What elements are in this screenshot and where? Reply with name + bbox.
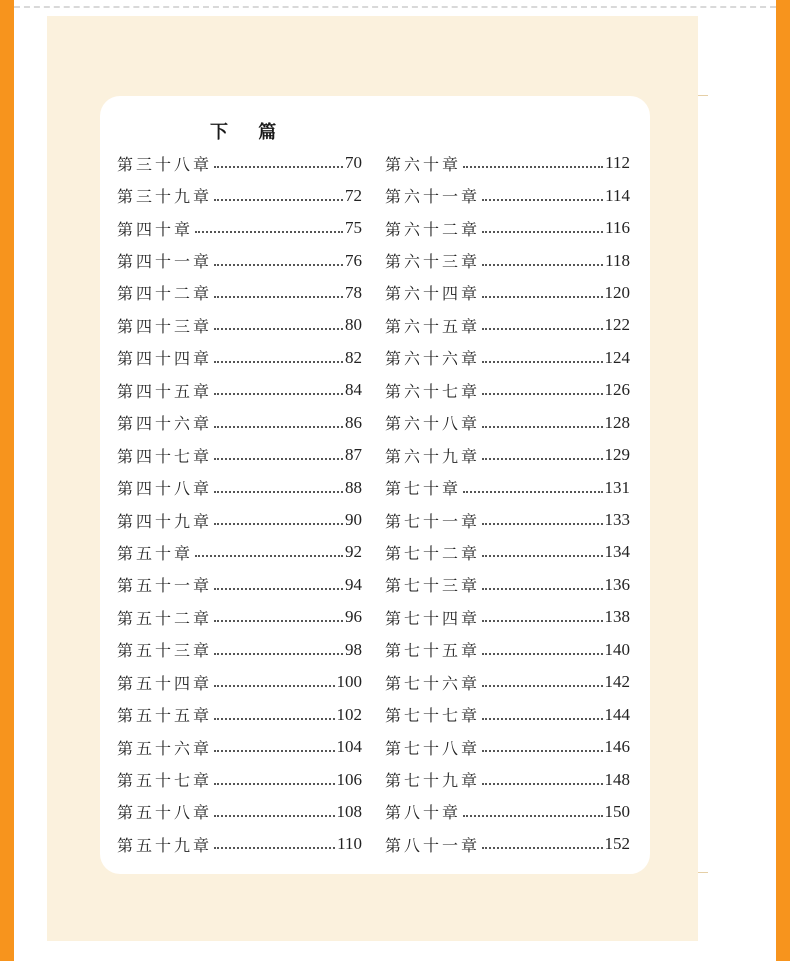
toc-entry[interactable] [385, 796, 630, 828]
toc-entry[interactable] [385, 471, 630, 503]
toc-entry[interactable] [117, 374, 362, 406]
chapter-title: 第六十一章 [385, 187, 481, 207]
dot-leader [482, 199, 603, 201]
dot-leader [482, 718, 602, 720]
toc-entry[interactable] [385, 504, 630, 536]
dot-leader [482, 426, 602, 428]
toc-entry[interactable] [385, 147, 630, 179]
chapter-title: 第三十八章 [117, 154, 213, 174]
chapter-title: 第八十章 [385, 803, 462, 823]
dot-leader [214, 199, 343, 201]
toc-entry[interactable] [117, 212, 362, 244]
chapter-title: 第六十四章 [385, 284, 481, 304]
dot-leader [482, 523, 602, 525]
page-number: 92 [345, 542, 362, 562]
toc-entry[interactable] [117, 179, 362, 211]
dot-leader [482, 783, 602, 785]
toc-entry[interactable] [385, 342, 630, 374]
chapter-title: 第六十章 [385, 154, 462, 174]
chapter-title: 第六十九章 [385, 446, 481, 466]
chapter-title: 第七十三章 [385, 576, 481, 596]
page-number: 118 [605, 250, 630, 270]
page-edge-mark [698, 95, 708, 96]
dot-leader [482, 231, 603, 233]
dot-leader [482, 393, 602, 395]
dot-leader [195, 231, 343, 233]
toc-entry[interactable] [385, 439, 630, 471]
toc-entry[interactable] [385, 601, 630, 633]
chapter-title: 第四十八章 [117, 479, 213, 499]
chapter-title: 第八十一章 [385, 835, 481, 855]
toc-entry[interactable] [117, 309, 362, 341]
dot-leader [214, 264, 343, 266]
toc-entry[interactable] [117, 698, 362, 730]
page-number: 114 [605, 185, 630, 205]
chapter-title: 第六十二章 [385, 219, 481, 239]
chapter-title: 第六十五章 [385, 316, 481, 336]
dot-leader [214, 750, 334, 752]
page-number: 100 [336, 672, 362, 692]
dot-leader [214, 815, 334, 817]
dot-leader [214, 718, 334, 720]
toc-entry[interactable] [117, 666, 362, 698]
dot-leader [214, 847, 335, 849]
dot-leader [214, 588, 343, 590]
dot-leader [214, 685, 334, 687]
page-number: 72 [345, 185, 362, 205]
chapter-title: 第七十七章 [385, 706, 481, 726]
right-orange-border [776, 0, 790, 961]
chapter-title: 第五十三章 [117, 641, 213, 661]
dot-leader [482, 328, 602, 330]
chapter-title: 第六十八章 [385, 414, 481, 434]
chapter-title: 第五十九章 [117, 835, 213, 855]
chapter-title: 第七十一章 [385, 511, 481, 531]
chapter-title: 第四十九章 [117, 511, 213, 531]
toc-entry[interactable] [385, 569, 630, 601]
chapter-title: 第七十章 [385, 479, 462, 499]
toc-entry[interactable] [385, 374, 630, 406]
chapter-title: 第四十三章 [117, 316, 213, 336]
page-number: 94 [345, 574, 362, 594]
page-number: 75 [345, 218, 362, 238]
chapter-title: 第五十五章 [117, 706, 213, 726]
dot-leader [482, 588, 602, 590]
toc-entry[interactable] [385, 731, 630, 763]
top-dashed-divider [14, 6, 776, 8]
page-number: 108 [336, 801, 362, 821]
page-number: 102 [336, 704, 362, 724]
page-number: 70 [345, 153, 362, 173]
chapter-title: 第四十二章 [117, 284, 213, 304]
chapter-title: 第六十三章 [385, 252, 481, 272]
dot-leader [195, 555, 343, 557]
toc-entry[interactable] [117, 796, 362, 828]
toc-entry[interactable] [117, 763, 362, 795]
page-number: 116 [605, 218, 630, 238]
dot-leader [463, 491, 602, 493]
chapter-title: 第七十四章 [385, 608, 481, 628]
page-number: 136 [604, 574, 630, 594]
dot-leader [214, 783, 334, 785]
page-edge-mark [698, 872, 708, 873]
chapter-title: 第五十四章 [117, 673, 213, 693]
dot-leader [214, 653, 343, 655]
chapter-title: 第七十二章 [385, 543, 481, 563]
page-number: 110 [337, 834, 362, 854]
page-number: 142 [604, 672, 630, 692]
dot-leader [482, 296, 602, 298]
dot-leader [214, 523, 343, 525]
page-number: 128 [604, 412, 630, 432]
section-heading: 下 篇 [210, 122, 289, 143]
page-number: 152 [604, 834, 630, 854]
toc-entry[interactable] [385, 277, 630, 309]
toc-entry[interactable] [117, 601, 362, 633]
page-number: 82 [345, 347, 362, 367]
toc-entry[interactable] [117, 407, 362, 439]
page-number: 150 [604, 801, 630, 821]
page-number: 134 [604, 542, 630, 562]
page-number: 146 [604, 737, 630, 757]
chapter-title: 第五十章 [117, 543, 194, 563]
page-number: 122 [604, 315, 630, 335]
toc-entry[interactable] [117, 634, 362, 666]
chapter-title: 第四十六章 [117, 414, 213, 434]
toc-entry[interactable] [385, 179, 630, 211]
chapter-title: 第四十七章 [117, 446, 213, 466]
chapter-title: 第四十五章 [117, 381, 213, 401]
dot-leader [482, 458, 602, 460]
toc-entry[interactable] [117, 471, 362, 503]
toc-entry[interactable] [385, 698, 630, 730]
chapter-title: 第四十章 [117, 219, 194, 239]
dot-leader [214, 166, 343, 168]
page-number: 90 [345, 510, 362, 530]
page-number: 140 [604, 639, 630, 659]
dot-leader [482, 847, 602, 849]
toc-entry[interactable] [117, 536, 362, 568]
toc-entry[interactable] [117, 731, 362, 763]
toc-entry[interactable] [385, 666, 630, 698]
page-number: 76 [345, 250, 362, 270]
dot-leader [214, 328, 343, 330]
page-number: 148 [604, 769, 630, 789]
chapter-title: 第四十四章 [117, 349, 213, 369]
chapter-title: 第六十七章 [385, 381, 481, 401]
chapter-title: 第四十一章 [117, 252, 213, 272]
page-number: 96 [345, 607, 362, 627]
toc-entry[interactable] [117, 828, 362, 860]
page-number: 87 [345, 445, 362, 465]
dot-leader [214, 296, 343, 298]
toc-entry[interactable] [117, 342, 362, 374]
toc-entry[interactable] [385, 634, 630, 666]
dot-leader [482, 685, 602, 687]
page-number: 129 [604, 445, 630, 465]
dot-leader [463, 815, 602, 817]
toc-entry[interactable] [117, 244, 362, 276]
dot-leader [214, 426, 343, 428]
page-number: 106 [336, 769, 362, 789]
page-number: 86 [345, 412, 362, 432]
dot-leader [214, 458, 343, 460]
page-number: 144 [604, 704, 630, 724]
chapter-title: 第五十六章 [117, 738, 213, 758]
dot-leader [482, 361, 602, 363]
page-number: 138 [604, 607, 630, 627]
dot-leader [463, 166, 603, 168]
chapter-title: 第六十六章 [385, 349, 481, 369]
toc-entry[interactable] [117, 147, 362, 179]
toc-entry[interactable] [385, 407, 630, 439]
toc-entry[interactable] [385, 244, 630, 276]
toc-right-column [385, 147, 630, 861]
dot-leader [214, 393, 343, 395]
left-orange-border [0, 0, 14, 961]
toc-entry[interactable] [117, 277, 362, 309]
chapter-title: 第七十九章 [385, 771, 481, 791]
chapter-title: 第五十二章 [117, 608, 213, 628]
page-number: 126 [604, 380, 630, 400]
toc-entry[interactable] [385, 828, 630, 860]
toc-entry[interactable] [385, 536, 630, 568]
toc-left-column [117, 147, 362, 861]
dot-leader [482, 620, 602, 622]
chapter-title: 第五十八章 [117, 803, 213, 823]
page-number: 112 [605, 153, 630, 173]
dot-leader [482, 264, 603, 266]
page-number: 80 [345, 315, 362, 335]
dot-leader [214, 361, 343, 363]
dot-leader [482, 555, 602, 557]
chapter-title: 第七十六章 [385, 673, 481, 693]
page-number: 124 [604, 347, 630, 367]
chapter-title: 第五十七章 [117, 771, 213, 791]
chapter-title: 第五十一章 [117, 576, 213, 596]
dot-leader [482, 750, 602, 752]
toc-entry[interactable] [385, 212, 630, 244]
toc-entry[interactable] [385, 309, 630, 341]
page-number: 133 [604, 510, 630, 530]
dot-leader [214, 491, 343, 493]
dot-leader [214, 620, 343, 622]
page-number: 131 [604, 477, 630, 497]
page-number: 78 [345, 282, 362, 302]
page-number: 84 [345, 380, 362, 400]
page-number: 98 [345, 639, 362, 659]
page-number: 104 [336, 737, 362, 757]
chapter-title: 第七十五章 [385, 641, 481, 661]
toc-entry[interactable] [117, 439, 362, 471]
page-number: 120 [604, 282, 630, 302]
chapter-title: 第七十八章 [385, 738, 481, 758]
toc-entry[interactable] [117, 504, 362, 536]
page-number: 88 [345, 477, 362, 497]
chapter-title: 第三十九章 [117, 187, 213, 207]
dot-leader [482, 653, 602, 655]
toc-entry[interactable] [385, 763, 630, 795]
toc-entry[interactable] [117, 569, 362, 601]
